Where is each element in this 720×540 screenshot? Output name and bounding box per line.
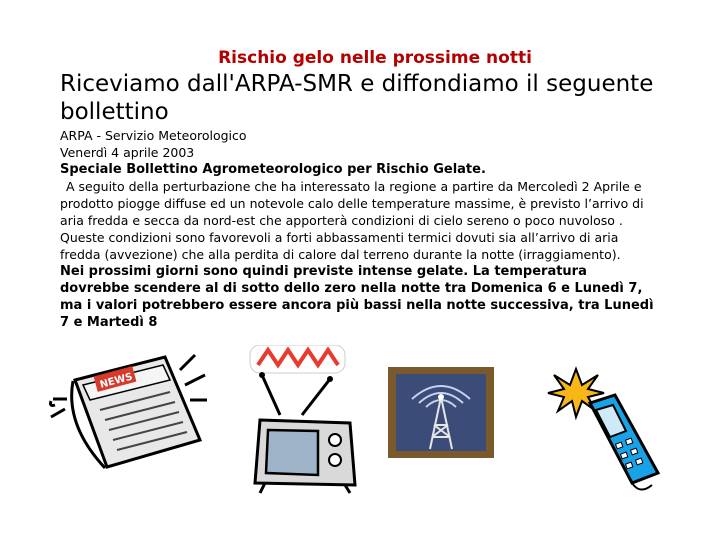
slide-title: Rischio gelo nelle prossime notti	[218, 48, 532, 68]
newspaper-label: NEWS	[98, 371, 134, 391]
television-icon	[240, 345, 370, 495]
bulletin-paragraph-1: A seguito della perturbazione che ha interessato la regione a partire da Mercoledì 2 Aprile e prodotto piogge diffuse ed un notevole calo delle temperature massime, è previsto l’arrivo di aria fredda e secca da nord-est che apporterà condizioni di cielo sereno o poco nuvoloso .	[60, 179, 644, 228]
bulletin-source: ARPA - Servizio Meteorologico	[60, 128, 247, 143]
bulletin-date: Venerdì 4 aprile 2003	[60, 145, 195, 160]
radio-tower-icon	[386, 365, 496, 460]
newspaper-icon	[45, 345, 220, 475]
bulletin-paragraph-3: Nei prossimi giorni sono quindi previste intense gelate. La temperatura dovrebbe scendere al di sotto dello zero nella notte tra Domenica 6 e Lunedì 7, ma i valori potrebbero essere ancora più bassi nella notte successiva, tra Lunedì 7 e Martedì 8	[60, 264, 654, 330]
bulletin-subject: Speciale Bollettino Agrometeorologico per Rischio Gelate.	[60, 162, 486, 177]
bulletin-paragraph-2: Queste condizioni sono favorevoli a forti abbassamenti termici dovuti sia all’arrivo di aria fredda (avvezione) che alla perdita di calore dal terreno durante la notte (irraggiamento).	[60, 230, 621, 262]
bulletin-body	[60, 127, 660, 331]
slide-heading: Riceviamo dall'ARPA-SMR e diffondiamo il seguente bollettino	[60, 71, 654, 125]
mobile-phone-icon	[540, 355, 670, 505]
